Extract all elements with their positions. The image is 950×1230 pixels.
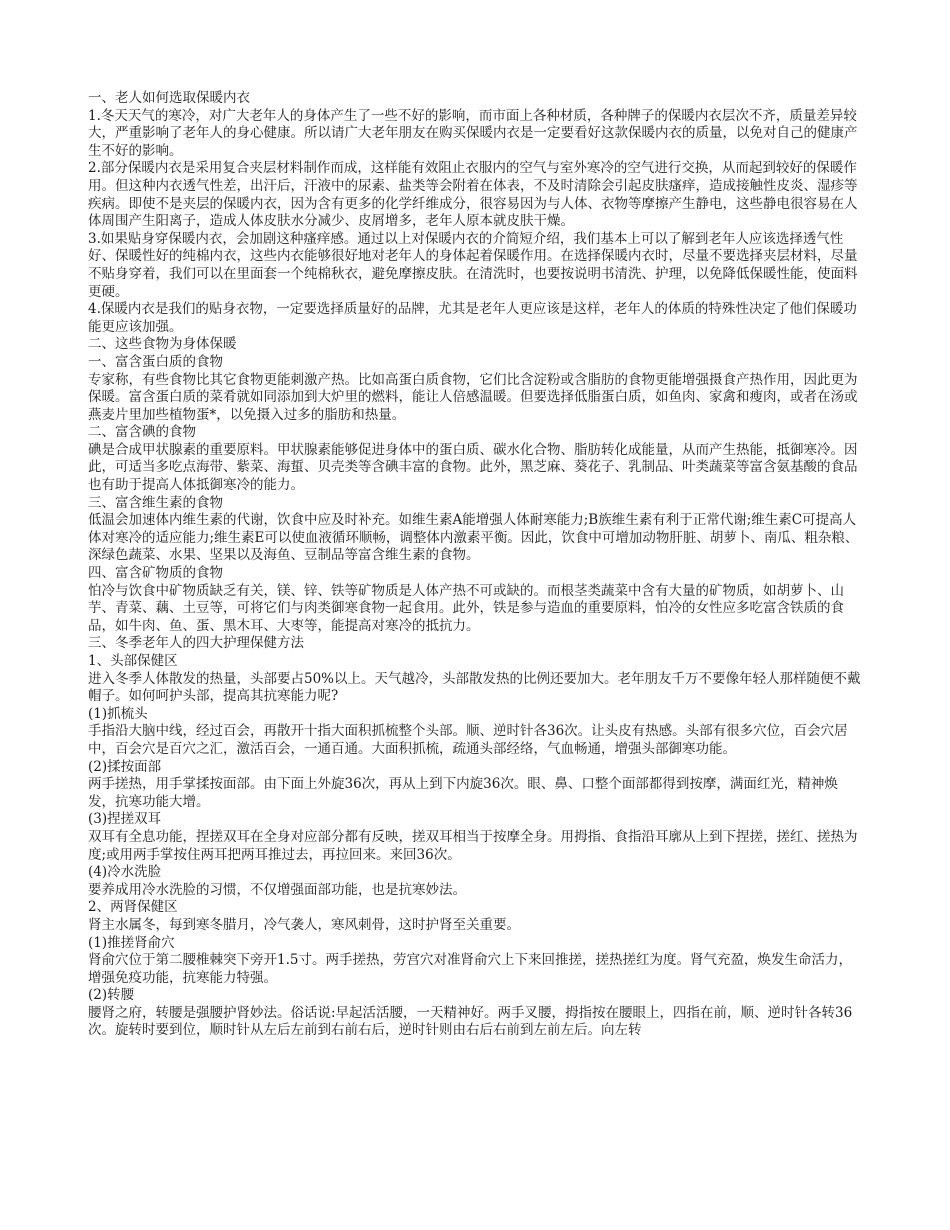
paragraph: 碘是合成甲状腺素的重要原料。甲状腺素能够促进身体中的蛋白质、碳水化合物、脂肪转化成能量，从而产生热能，抵御寒冷。因此，可适当多吃点海带、紫菜、海蜇、贝壳类等含碘丰富的食物。此外，黑芝麻、葵花子、乳制品、叶类蔬菜等富含氨基酸的食品也有助于提高人体抵御寒冷的能力。 [88, 441, 858, 494]
paragraph: 双耳有全息功能，捏搓双耳在全身对应部分都有反映，搓双耳相当于按摩全身。用拇指、食指沿耳廓从上到下捏搓，搓红、搓热为度;或用两手掌按住两耳把两耳推过去，再拉回来。来回36次。 [88, 828, 858, 863]
section-heading: 二、这些食物为身体保暖 [88, 336, 237, 353]
item-heading: (1)推搓肾俞穴 [88, 934, 175, 951]
paragraph: 要养成用冷水洗脸的习惯，不仅增强面部功能，也是抗寒妙法。 [88, 881, 466, 898]
subsection-heading: 二、富含碘的食物 [88, 424, 196, 441]
paragraph: 4.保暖内衣是我们的贴身衣物，一定要选择质量好的品牌，尤其是老年人更应该是这样，老年人的体质的特殊性决定了他们保暖功能更应该加强。 [88, 301, 857, 335]
subsection-heading: 2、两肾保健区 [88, 899, 178, 916]
paragraph: 两手搓热，用手掌揉按面部。由下面上外旋36次，再从上到下内旋36次。眼、鼻、口整个面部都得到按摩，满面红光，精神焕发，抗寒功能大增。 [88, 776, 838, 810]
paragraph: 肾主水属冬，每到寒冬腊月，冷气袭人，寒风刺骨，这时护肾至关重要。 [88, 916, 520, 933]
paragraph: 低温会加速体内维生素的代谢，饮食中应及时补充。如维生素A能增强人体耐寒能力;B族维生素有利于正常代谢;维生素C可提高人体对寒冷的适应能力;维生素E可以使血液循环顺畅，调整体内激素平衡。因此，饮食中可增加动物肝脏、胡萝卜、南瓜、粗杂粮、深绿色蔬菜、水果、坚果以及海鱼、豆制品等富含维生素的食物。 [88, 512, 859, 564]
subsection-heading: 三、富含维生素的食物 [88, 494, 223, 511]
paragraph: 进入冬季人体散发的热量，头部要占50%以上。天气越冷，头部散发热的比例还要加大。老年朋友千万不要像年轻人那样随便不戴帽子。如何呵护头部，提高其抗寒能力呢? [88, 670, 861, 705]
subsection-heading: 1、头部保健区 [88, 653, 178, 669]
subsection-heading: 四、富含矿物质的食物 [88, 565, 223, 582]
paragraph: 怕冷与饮食中矿物质缺乏有关，镁、锌、铁等矿物质是人体产热不可或缺的。而根茎类蔬菜中含有大量的矿物质，如胡萝卜、山芋、青菜、藕、土豆等，可将它们与肉类御寒食物一起食用。此外，铁是参与造血的重要原料，怕冷的女性应多吃富含铁质的食品，如牛肉、鱼、蛋、黑木耳、大枣等，能提高对寒冷的抵抗力。 [88, 582, 844, 634]
paragraph: 1.冬天天气的寒冷，对广大老年人的身体产生了一些不好的影响，而市面上各种材质，各种牌子的保暖内衣层次不齐，质量差异较大，严重影响了老年人的身心健康。所以请广大老年朋友在购买保暖内衣是一定要看好这款保暖内衣的质量，以免对自己的健康产生不好的影响。 [88, 107, 858, 159]
paragraph: 手指沿大脑中线，经过百会，再散开十指大面积抓梳整个头部。顺、逆时针各36次。让头皮有热感。头部有很多穴位，百会穴居中，百会穴是百穴之汇，激活百会，一通百通。大面积抓梳，疏通头部经络，气血畅通，增强头部御寒功能。 [88, 723, 848, 757]
item-heading: (1)抓梳头 [88, 705, 148, 722]
item-heading: (2)揉按面部 [88, 758, 162, 775]
paragraph: 腰肾之府，转腰是强腰护肾妙法。俗话说:早起活活腰，一天精神好。两手叉腰，拇指按在腰眼上，四指在前，顺、逆时针各转36次。旋转时要到位，顺时针从左后左前到右前右后，逆时针则由右后右前到左前左后。向左转 [88, 1004, 853, 1039]
item-heading: (4)冷水洗脸 [88, 864, 162, 881]
item-heading: (3)捏搓双耳 [88, 811, 162, 828]
paragraph: 3.如果贴身穿保暖内衣，会加剧这种瘙痒感。通过以上对保暖内衣的介简短介绍，我们基本上可以了解到老年人应该选择透气性好、保暖性好的纯棉内衣，这些内衣能够很好地对老年人的身体起着保暖作用。在选择保暖内衣时，尽量不要选择夹层材料，尽量不贴身穿着，我们可以在里面套一个纯棉秋衣，避免摩擦皮肤。在清洗时，也要按说明书清洗、护理，以免降低保暖性能，使面料更硬。 [88, 230, 858, 300]
paragraph: 肾俞穴位于第二腰椎棘突下旁开1.5寸。两手搓热，劳宫穴对准肾俞穴上下来回推搓，搓热搓红为度。肾气充盈，焕发生命活力，增强免疫功能，抗寒能力特强。 [88, 952, 852, 986]
subsection-heading: 一、富含蛋白质的食物 [88, 353, 223, 370]
section-heading: 三、冬季老年人的四大护理保健方法 [88, 635, 304, 652]
section-heading: 一、老人如何选取保暖内衣 [88, 90, 250, 106]
item-heading: (2)转腰 [88, 987, 135, 1004]
paragraph: 专家称，有些食物比其它食物更能刺激产热。比如高蛋白质食物，它们比含淀粉或含脂肪的食物更能增强摄食产热作用，因此更为保暖。富含蛋白质的菜肴就如同添加到大炉里的燃料，能让人倍感温暖。但要选择低脂蛋白质，如鱼肉、家禽和瘦肉，或者在汤或燕麦片里加些植物蛋*，以免摄入过多的脂肪和热量。 [88, 371, 858, 423]
paragraph: 2.部分保暖内衣是采用复合夹层材料制作而成，这样能有效阻止衣服内的空气与室外寒冷的空气进行交换，从而起到较好的保暖作用。但这种内衣透气性差，出汗后，汗液中的尿素、盐类等会附着在体表，不及时清除会引起皮肤瘙痒，造成接触性皮炎、湿疹等疾病。即使不是夹层的保暖内衣，因为含有更多的化学纤维成分，很容易因为与人体、衣物等摩擦产生静电，这些静电很容易在人体周围产生阳离子，造成人体皮肤水分减少、皮屑增多，老年人原本就皮肤干燥。 [88, 160, 858, 230]
